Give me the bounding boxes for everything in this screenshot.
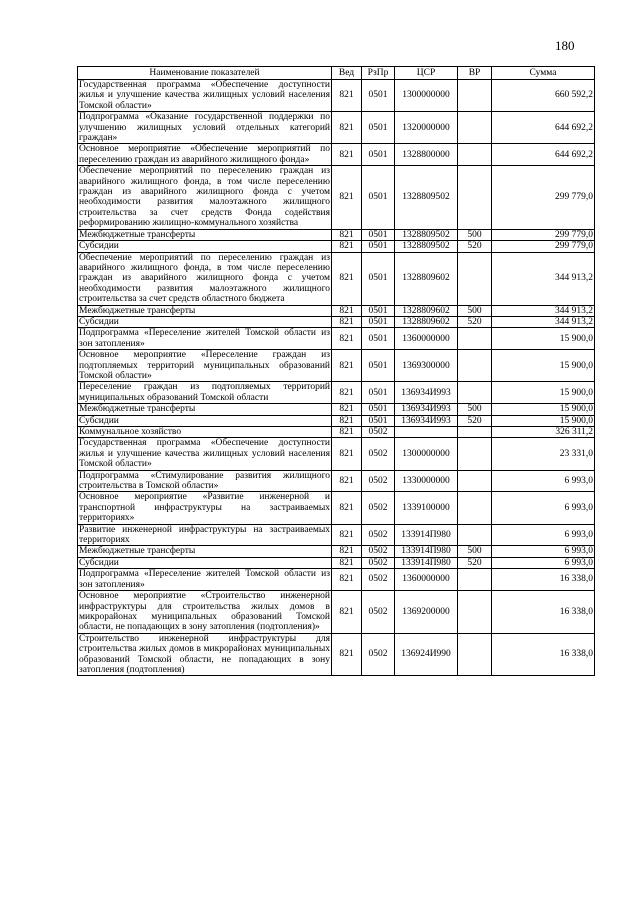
- cell-name: Обеспечение мероприятий по переселению граждан из аварийного жилищного фонда, в том числе переселению граждан из аварийного жилищного фонда с учетом необходимости развития малоэтажного жилищного строительства за счет средств Фонда содействия реформированию жилищно-коммунального хозяйства: [79, 166, 330, 229]
- cell-sum: 6 993,0: [492, 557, 595, 568]
- cell-name: Основное мероприятие «Развитие инженерной и транспортной инфраструктуры на застраиваемых территориях»: [79, 492, 330, 524]
- cell-rzpr: 0502: [362, 633, 395, 676]
- cell-name: Основное мероприятие «Строительство инженерной инфраструктуры для строительства жилых домов в микрорайонах муниципальных образований Томской области, не попадающих в зону затопления (подтопления)»: [79, 591, 330, 633]
- cell-vr: 520: [458, 415, 492, 426]
- cell-ved: 821: [332, 404, 362, 415]
- cell-ved: 821: [332, 557, 362, 568]
- cell-vr: [458, 438, 492, 470]
- cell-sum: 344 913,2: [492, 252, 595, 305]
- cell-vr: [458, 492, 492, 524]
- cell-rzpr: 0502: [362, 470, 395, 492]
- cell-csr: 1328800000: [395, 144, 458, 166]
- cell-vr: [458, 350, 492, 382]
- table-row: [78, 524, 595, 546]
- cell-sum: 15 900,0: [492, 382, 595, 404]
- table-row: [78, 415, 595, 426]
- cell-rzpr: 0502: [362, 427, 395, 438]
- cell-rzpr: 0501: [362, 328, 395, 350]
- cell-sum: 15 900,0: [492, 328, 595, 350]
- cell-name: Обеспечение мероприятий по переселению граждан из аварийного жилищного фонда, в том числе переселению граждан из аварийного жилищного фонда с учетом необходимости развития малоэтажного жилищного строительства за счет средств областного бюджета: [79, 252, 330, 305]
- cell-csr: 1328809502: [395, 229, 458, 240]
- cell-name: Подпрограмма «Оказание государственной поддержки по улучшению жилищных условий отдельных категорий граждан»: [79, 112, 330, 144]
- cell-csr: 1328809502: [395, 241, 458, 252]
- table-row: [78, 328, 595, 350]
- cell-rzpr: 0501: [362, 404, 395, 415]
- table-row: [78, 229, 595, 240]
- cell-ved: 821: [332, 305, 362, 316]
- cell-ved: 821: [332, 633, 362, 676]
- cell-vr: [458, 166, 492, 229]
- cell-name: Государственная программа «Обеспечение доступности жилья и улучшение качества жилищных условий населения Томской области»: [79, 438, 330, 470]
- cell-rzpr: 0501: [362, 229, 395, 240]
- cell-vr: [458, 328, 492, 350]
- cell-csr: 1369300000: [395, 350, 458, 382]
- header-rzpr: РзПр: [362, 67, 395, 80]
- cell-csr: 1360000000: [395, 328, 458, 350]
- cell-rzpr: 0502: [362, 492, 395, 524]
- cell-vr: [458, 382, 492, 404]
- cell-vr: [458, 144, 492, 166]
- cell-name: Коммунальное хозяйство: [78, 427, 332, 438]
- cell-csr: 1330000000: [395, 470, 458, 492]
- cell-vr: 520: [458, 557, 492, 568]
- cell-name: Межбюджетные трансферты: [78, 229, 332, 240]
- cell-vr: 500: [458, 305, 492, 316]
- cell-rzpr: 0501: [362, 112, 395, 144]
- cell-sum: 16 338,0: [492, 569, 595, 591]
- cell-vr: [458, 524, 492, 546]
- cell-ved: 821: [332, 144, 362, 166]
- cell-rzpr: 0501: [362, 350, 395, 382]
- cell-sum: 344 913,2: [492, 316, 595, 327]
- cell-ved: 821: [332, 316, 362, 327]
- cell-name: Подпрограмма «Стимулирование развития жилищного строительства в Томской области»: [79, 470, 330, 492]
- cell-name: Государственная программа «Обеспечение доступности жилья и улучшение качества жилищных условий населения Томской области»: [79, 80, 330, 111]
- table-row: [78, 427, 595, 438]
- cell-sum: 15 900,0: [492, 415, 595, 426]
- cell-sum: 23 331,0: [492, 438, 595, 470]
- cell-vr: 500: [458, 229, 492, 240]
- cell-name: Субсидии: [78, 316, 332, 327]
- cell-ved: 821: [332, 80, 362, 112]
- cell-ved: 821: [332, 492, 362, 524]
- cell-sum: 299 779,0: [492, 241, 595, 252]
- cell-ved: 821: [332, 569, 362, 591]
- cell-vr: [458, 252, 492, 305]
- cell-ved: 821: [332, 415, 362, 426]
- cell-rzpr: 0502: [362, 438, 395, 470]
- cell-name: Подпрограмма «Переселение жителей Томской области из зон затопления»: [79, 569, 330, 590]
- cell-name: Субсидии: [78, 241, 332, 252]
- cell-name: Межбюджетные трансферты: [78, 546, 332, 557]
- cell-sum: 6 993,0: [492, 546, 595, 557]
- cell-csr: [395, 427, 458, 438]
- table-row: [78, 557, 595, 568]
- cell-vr: [458, 112, 492, 144]
- table-row: [78, 80, 595, 112]
- cell-vr: [458, 470, 492, 492]
- table-row: [78, 546, 595, 557]
- cell-rzpr: 0501: [362, 144, 395, 166]
- header-vr: ВР: [458, 67, 492, 80]
- cell-ved: 821: [332, 241, 362, 252]
- table-row: [78, 144, 595, 166]
- table-row: [78, 438, 595, 470]
- cell-ved: 821: [332, 350, 362, 382]
- cell-name: Субсидии: [78, 557, 332, 568]
- cell-name: Основное мероприятие «Обеспечение мероприятий по переселению граждан из аварийного жилищного фонда»: [79, 144, 330, 165]
- table-row: [78, 166, 595, 229]
- table-row: [78, 591, 595, 634]
- cell-name: Межбюджетные трансферты: [78, 404, 332, 415]
- cell-csr: 1328809602: [395, 252, 458, 305]
- cell-name: Подпрограмма «Переселение жителей Томской области из зон затопления»: [79, 328, 330, 349]
- table-row: [78, 569, 595, 591]
- cell-ved: 821: [332, 328, 362, 350]
- table-row: [78, 404, 595, 415]
- cell-sum: 15 900,0: [492, 404, 595, 415]
- cell-rzpr: 0501: [362, 166, 395, 229]
- cell-csr: 133914П980: [395, 557, 458, 568]
- cell-csr: 1320000000: [395, 112, 458, 144]
- cell-sum: 660 592,2: [492, 80, 595, 112]
- cell-sum: 299 779,0: [492, 166, 595, 229]
- cell-sum: 15 900,0: [492, 350, 595, 382]
- cell-sum: 16 338,0: [492, 633, 595, 676]
- cell-rzpr: 0501: [362, 305, 395, 316]
- cell-rzpr: 0502: [362, 546, 395, 557]
- cell-ved: 821: [332, 470, 362, 492]
- cell-csr: 1369200000: [395, 591, 458, 634]
- cell-rzpr: 0502: [362, 524, 395, 546]
- header-sum: Сумма: [492, 67, 595, 80]
- header-ved: Вед: [332, 67, 362, 80]
- cell-csr: 133914П980: [395, 546, 458, 557]
- table-row: [78, 252, 595, 305]
- cell-vr: [458, 80, 492, 112]
- table-row: [78, 305, 595, 316]
- cell-sum: 16 338,0: [492, 591, 595, 634]
- cell-vr: [458, 633, 492, 676]
- cell-rzpr: 0501: [362, 80, 395, 112]
- cell-csr: 1360000000: [395, 569, 458, 591]
- cell-csr: 136934И993: [395, 404, 458, 415]
- cell-name: Основное мероприятие «Переселение граждан из подтопляемых территорий муниципальных образований Томской области»: [79, 350, 330, 381]
- cell-csr: 133914П980: [395, 524, 458, 546]
- cell-vr: 520: [458, 316, 492, 327]
- cell-ved: 821: [332, 427, 362, 438]
- table-row: [78, 492, 595, 524]
- cell-rzpr: 0501: [362, 415, 395, 426]
- cell-ved: 821: [332, 524, 362, 546]
- cell-ved: 821: [332, 591, 362, 634]
- header-name: Наименование показателей: [78, 67, 332, 80]
- cell-vr: [458, 569, 492, 591]
- cell-rzpr: 0501: [362, 382, 395, 404]
- cell-rzpr: 0502: [362, 557, 395, 568]
- cell-ved: 821: [332, 546, 362, 557]
- cell-csr: 136934И993: [395, 382, 458, 404]
- cell-name: Строительство инженерной инфраструктуры для строительства жилых домов в микрорайонах муниципальных образований Томской области, не попадающих в зону затопления (подтопления): [79, 633, 330, 675]
- cell-name: Межбюджетные трансферты: [78, 305, 332, 316]
- cell-csr: 1328809602: [395, 316, 458, 327]
- cell-ved: 821: [332, 382, 362, 404]
- cell-sum: 326 311,2: [492, 427, 595, 438]
- header-csr: ЦСР: [395, 67, 458, 80]
- table-row: [78, 241, 595, 252]
- cell-sum: 6 993,0: [492, 470, 595, 492]
- cell-csr: 136934И993: [395, 415, 458, 426]
- cell-sum: 644 692,2: [492, 112, 595, 144]
- cell-ved: 821: [332, 112, 362, 144]
- cell-name: Развитие инженерной инфраструктуры на застраиваемых территориях: [79, 524, 330, 546]
- cell-vr: [458, 591, 492, 634]
- cell-rzpr: 0502: [362, 591, 395, 634]
- table-row: [78, 633, 595, 676]
- cell-sum: 344 913,2: [492, 305, 595, 316]
- cell-csr: 1300000000: [395, 438, 458, 470]
- cell-name: Субсидии: [78, 415, 332, 426]
- page-number: 180: [555, 38, 575, 53]
- cell-csr: 1339100000: [395, 492, 458, 524]
- cell-ved: 821: [332, 166, 362, 229]
- cell-ved: 821: [332, 252, 362, 305]
- cell-rzpr: 0501: [362, 241, 395, 252]
- table-row: [78, 112, 595, 144]
- table-row: [78, 316, 595, 327]
- budget-table: [77, 66, 595, 676]
- table-row: [78, 350, 595, 382]
- cell-rzpr: 0501: [362, 252, 395, 305]
- cell-name: Переселение граждан из подтопляемых территорий муниципальных образований Томской области: [79, 382, 330, 403]
- cell-sum: 299 779,0: [492, 229, 595, 240]
- cell-sum: 6 993,0: [492, 492, 595, 524]
- cell-csr: 1328809602: [395, 305, 458, 316]
- cell-csr: 1328809502: [395, 166, 458, 229]
- cell-sum: 6 993,0: [492, 524, 595, 546]
- cell-csr: 1300000000: [395, 80, 458, 112]
- cell-vr: [458, 427, 492, 438]
- cell-sum: 644 692,2: [492, 144, 595, 166]
- cell-rzpr: 0502: [362, 569, 395, 591]
- table-header-row: [78, 67, 595, 80]
- cell-rzpr: 0501: [362, 316, 395, 327]
- cell-csr: 136924И990: [395, 633, 458, 676]
- cell-vr: 520: [458, 241, 492, 252]
- cell-ved: 821: [332, 438, 362, 470]
- cell-vr: 500: [458, 404, 492, 415]
- table-row: [78, 470, 595, 492]
- cell-ved: 821: [332, 229, 362, 240]
- cell-vr: 500: [458, 546, 492, 557]
- table-row: [78, 382, 595, 404]
